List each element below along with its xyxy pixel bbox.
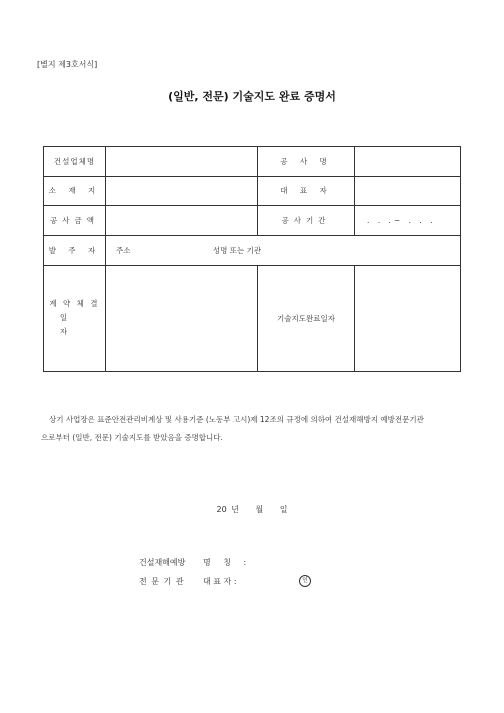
company-name-label: 건설업체명	[44, 147, 106, 177]
contract-date-field[interactable]	[106, 265, 258, 371]
date-month: 월	[255, 505, 264, 514]
org-label-line1: 건설재해예방	[139, 558, 186, 567]
location-label: 소 재 지	[44, 176, 106, 206]
completion-date-label: 기술지도완료일자	[258, 265, 355, 371]
org-name-label: 명 칭 :	[203, 558, 247, 567]
contract-date-label-line1: 계 약 체 결	[49, 299, 100, 309]
table-row	[44, 265, 461, 371]
table-row	[44, 235, 461, 265]
project-period-label: 공사기간	[258, 206, 355, 236]
statement-line-1: 상기 사업장은 표준안전관리비계상 및 사용기준 (노동부 고시)제 12조의 규정에 의하여 건설재해방지 예방전문기관	[49, 415, 424, 424]
contract-date-label	[44, 265, 106, 371]
issue-date	[0, 504, 504, 515]
name-or-org-label: 성명 또는 기관	[212, 245, 262, 255]
client-field[interactable]	[106, 235, 461, 265]
contract-amount-label: 공사금액	[44, 206, 106, 236]
client-label: 발 주 자	[44, 235, 106, 265]
project-period-field[interactable]: . . .~ . . .	[355, 206, 461, 236]
org-label-line2: 전 문 기 관	[139, 577, 185, 586]
table-row	[44, 206, 461, 236]
representative-label: 대 표 자	[258, 176, 355, 206]
statement-line-2: 으로부터 (일반, 전문) 기술지도를 받았음을 증명합니다.	[41, 433, 223, 442]
address-label: 주소	[116, 245, 131, 255]
seal-mark-icon: 인	[299, 575, 311, 587]
date-year: 20 년	[216, 505, 239, 514]
representative-field[interactable]	[355, 176, 461, 206]
document-title: (일반, 전문) 기술지도 완료 증명서	[168, 90, 336, 103]
date-day: 일	[279, 505, 288, 514]
project-name-field[interactable]	[355, 147, 461, 177]
table-row	[44, 176, 461, 206]
representative-sign-label: 대 표 자 :	[203, 577, 237, 586]
project-name-label: 공 사 명	[258, 147, 355, 177]
company-name-field[interactable]	[106, 147, 258, 177]
form-number-label: [별지 제3호서식]	[37, 60, 98, 69]
location-field[interactable]	[106, 176, 258, 206]
completion-date-field[interactable]	[355, 265, 461, 371]
info-table	[43, 146, 461, 372]
contract-amount-field[interactable]	[106, 206, 258, 236]
certification-statement	[41, 411, 461, 447]
table-row	[44, 147, 461, 177]
contract-date-label-line2: 일 자	[59, 313, 98, 337]
